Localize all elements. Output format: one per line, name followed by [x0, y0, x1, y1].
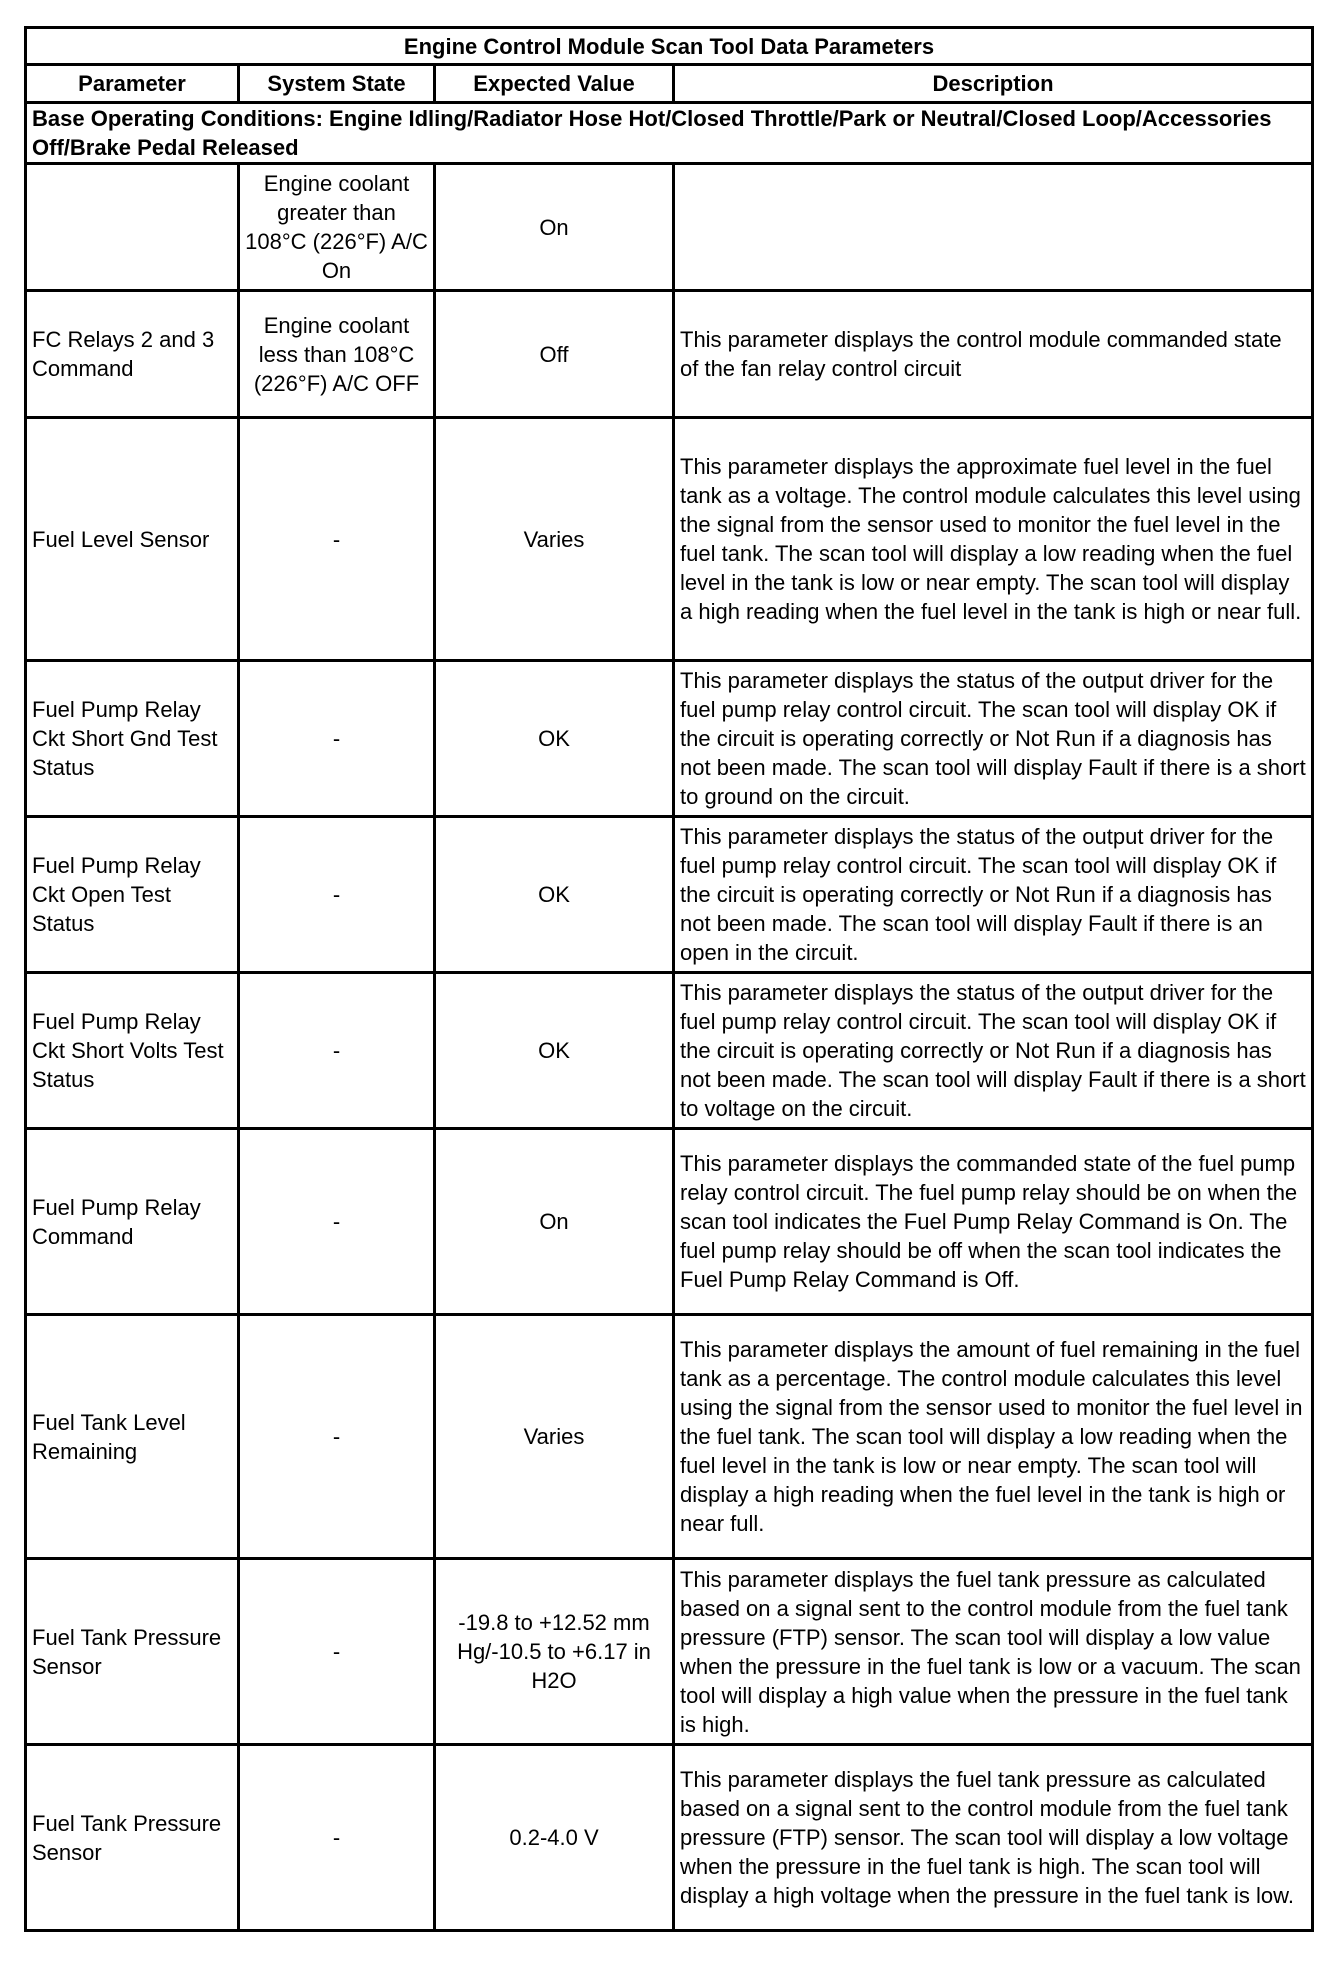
parameter-cell: [26, 164, 239, 291]
description-cell: This parameter displays the status of the output driver for the fuel pump relay control circuit. The scan tool will display OK if the circuit is operating correctly or Not Run if a diagnosis has not been made. The scan tool will display Fault if there is a short to voltage on the circuit.: [674, 973, 1313, 1129]
header-system-state: System State: [239, 65, 435, 103]
description-cell: This parameter displays the amount of fuel remaining in the fuel tank as a percentage. The control module calculates this level using the signal from the sensor used to monitor the fuel level in the fuel tank. The scan tool will display a low reading when the fuel level in the tank is low or near empty. The scan tool will display a high reading when the fuel level in the tank is high or near full.: [674, 1315, 1313, 1559]
description-cell: This parameter displays the control module commanded state of the fan relay control circuit: [674, 291, 1313, 418]
expected-value-cell: On: [435, 164, 674, 291]
table-row: [26, 291, 1313, 418]
table-row: [26, 817, 1313, 973]
expected-value-cell: -19.8 to +12.52 mm Hg/-10.5 to +6.17 in H2O: [435, 1559, 674, 1745]
description-cell: This parameter displays the status of the output driver for the fuel pump relay control circuit. The scan tool will display OK if the circuit is operating correctly or Not Run if a diagnosis has not been made. The scan tool will display Fault if there is an open in the circuit.: [674, 817, 1313, 973]
parameter-cell: Fuel Tank Pressure Sensor: [26, 1559, 239, 1745]
description-cell: [674, 164, 1313, 291]
expected-value-cell: OK: [435, 817, 674, 973]
expected-value-cell: Varies: [435, 418, 674, 661]
description-cell: This parameter displays the approximate fuel level in the fuel tank as a voltage. The control module calculates this level using the signal from the sensor used to monitor the fuel level in the fuel tank. The scan tool will display a low reading when the fuel level in the tank is low or near empty. The scan tool will display a high reading when the fuel level in the tank is high or near full.: [674, 418, 1313, 661]
system-state-cell: -: [239, 661, 435, 817]
expected-value-cell: On: [435, 1129, 674, 1315]
scan-tool-data-table: [24, 26, 1314, 1932]
table-title: Engine Control Module Scan Tool Data Parameters: [26, 28, 1313, 65]
parameter-cell: Fuel Tank Level Remaining: [26, 1315, 239, 1559]
expected-value-cell: Varies: [435, 1315, 674, 1559]
description-cell: This parameter displays the fuel tank pressure as calculated based on a signal sent to the control module from the fuel tank pressure (FTP) sensor. The scan tool will display a low voltage when the pressure in the fuel tank is high. The scan tool will display a high voltage when the pressure in the fuel tank is low.: [674, 1745, 1313, 1931]
parameter-cell: Fuel Pump Relay Command: [26, 1129, 239, 1315]
header-parameter: Parameter: [26, 65, 239, 103]
table-row: [26, 661, 1313, 817]
table-row: [26, 164, 1313, 291]
system-state-cell: -: [239, 1315, 435, 1559]
parameter-cell: Fuel Pump Relay Ckt Open Test Status: [26, 817, 239, 973]
header-description: Description: [674, 65, 1313, 103]
description-cell: This parameter displays the fuel tank pressure as calculated based on a signal sent to the control module from the fuel tank pressure (FTP) sensor. The scan tool will display a low value when the pressure in the fuel tank is low or a vacuum. The scan tool will display a high value when the pressure in the fuel tank is high.: [674, 1559, 1313, 1745]
system-state-cell: -: [239, 817, 435, 973]
description-cell: This parameter displays the commanded state of the fuel pump relay control circuit. The fuel pump relay should be on when the scan tool indicates the Fuel Pump Relay Command is On. The fuel pump relay should be off when the scan tool indicates the Fuel Pump Relay Command is Off.: [674, 1129, 1313, 1315]
table-row: [26, 1745, 1313, 1931]
system-state-cell: -: [239, 1559, 435, 1745]
parameter-cell: Fuel Pump Relay Ckt Short Volts Test Status: [26, 973, 239, 1129]
system-state-cell: -: [239, 973, 435, 1129]
parameter-cell: Fuel Level Sensor: [26, 418, 239, 661]
parameter-cell: Fuel Tank Pressure Sensor: [26, 1745, 239, 1931]
parameter-cell: Fuel Pump Relay Ckt Short Gnd Test Status: [26, 661, 239, 817]
base-conditions-row: [26, 103, 1313, 164]
table-row: [26, 1129, 1313, 1315]
system-state-cell: Engine coolant less than 108°C (226°F) A/C OFF: [239, 291, 435, 418]
table-row: [26, 1559, 1313, 1745]
parameter-cell: FC Relays 2 and 3 Command: [26, 291, 239, 418]
expected-value-cell: OK: [435, 661, 674, 817]
expected-value-cell: 0.2-4.0 V: [435, 1745, 674, 1931]
description-cell: This parameter displays the status of the output driver for the fuel pump relay control circuit. The scan tool will display OK if the circuit is operating correctly or Not Run if a diagnosis has not been made. The scan tool will display Fault if there is a short to ground on the circuit.: [674, 661, 1313, 817]
header-expected-value: Expected Value: [435, 65, 674, 103]
expected-value-cell: OK: [435, 973, 674, 1129]
system-state-cell: -: [239, 1129, 435, 1315]
table-title-row: [26, 28, 1313, 65]
system-state-cell: -: [239, 1745, 435, 1931]
table-row: [26, 418, 1313, 661]
base-conditions: Base Operating Conditions: Engine Idling/Radiator Hose Hot/Closed Throttle/Park or Neutral/Closed Loop/Accessories Off/Brake Pedal Released: [26, 103, 1313, 164]
expected-value-cell: Off: [435, 291, 674, 418]
table-row: [26, 973, 1313, 1129]
table-header-row: [26, 65, 1313, 103]
table-row: [26, 1315, 1313, 1559]
system-state-cell: -: [239, 418, 435, 661]
system-state-cell: Engine coolant greater than 108°C (226°F) A/C On: [239, 164, 435, 291]
